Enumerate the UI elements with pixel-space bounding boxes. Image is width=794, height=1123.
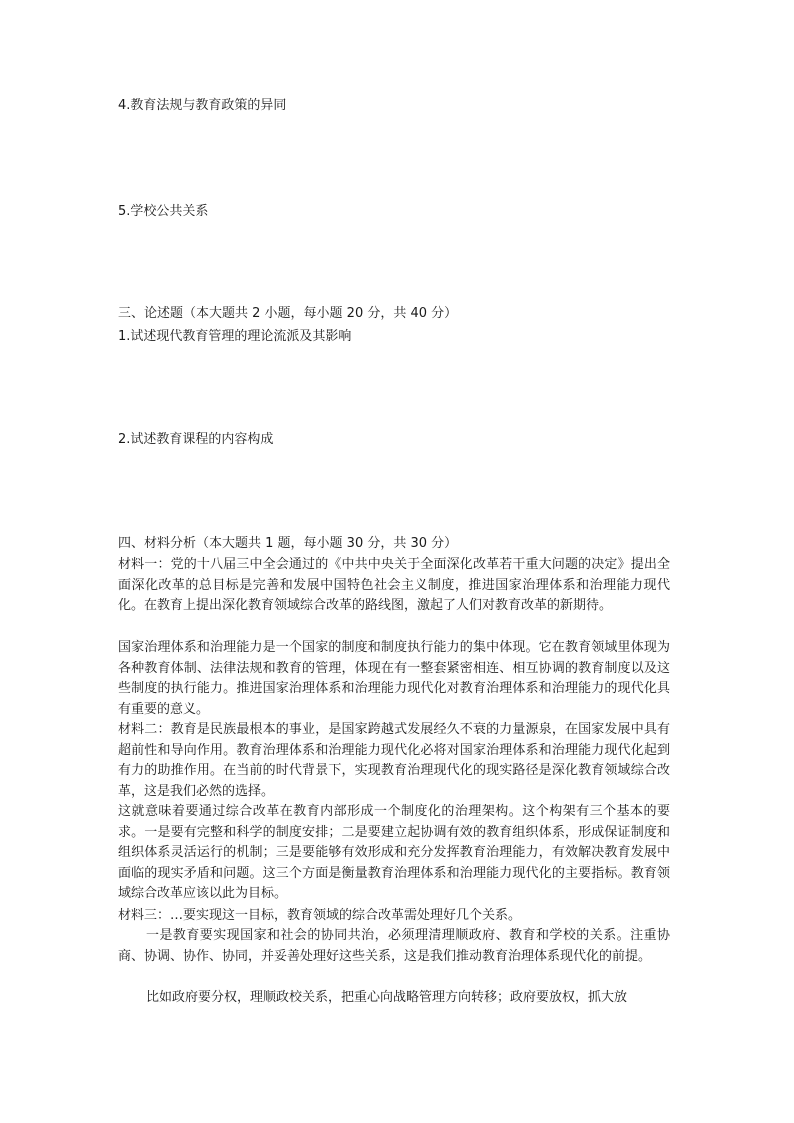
material-2-paragraph-2: 这就意味着要通过综合改革在教育内部形成一个制度化的治理架构。这个构架有三个基本的要求。一是要有完整和科学的制度安排；二是要建立起协调有效的教育组织体系，形成保证制度和组织体系灵活运行的机制；三是要能够有效形成和充分发挥教育治理能力，有效解决教育发展中面临的现实矛盾和问题。这三个方面是衡量教育治理体系和治理能力现代化的主要指标。教育领域综合改革应该以此为目标。: [118, 804, 670, 902]
question-5: 5.学校公共关系: [118, 204, 209, 219]
material-3-paragraph-2: 一是教育要实现国家和社会的协同共治，必须理清理顺政府、教育和学校的关系。注重协商、协调、协作、协同，并妥善处理好这些关系，这是我们推动教育治理体系现代化的前提。: [118, 928, 670, 964]
question-4: 4.教育法规与教育政策的异同: [118, 98, 287, 113]
material-3-paragraph: 材料三：…要实现这一目标，教育领域的综合改革需处理好几个关系。: [118, 908, 522, 923]
material-1-paragraph-2: 国家治理体系和治理能力是一个国家的制度和制度执行能力的集中体现。它在教育领域里体现为各种教育体制、法律法规和教育的管理，体现在有一整套紧密相连、相互协调的教育制度以及这些制度的执行能力。推进国家治理体系和治理能力现代化对教育治理体系和治理能力的现代化具有重要的意义。: [118, 640, 670, 717]
section-4-heading: 四、材料分析（本大题共 1 题，每小题 30 分，共 30 分）: [118, 536, 458, 551]
material-1-paragraph: 材料一：党的十八届三中全会通过的《中共中央关于全面深化改革若干重大问题的决定》提出全面深化改革的总目标是完善和发展中国特色社会主义制度，推进国家治理体系和治理能力现代化。在教育上提出深化教育领域综合改革的路线图，激起了人们对教育改革的新期待。: [118, 557, 670, 614]
section-3-heading: 三、论述题（本大题共 2 小题，每小题 20 分，共 40 分）: [118, 306, 458, 321]
essay-question-1: 1.试述现代教育管理的理论流派及其影响: [118, 329, 352, 344]
material-3-paragraph-3: 比如政府要分权，理顺政校关系，把重心向战略管理方向转移；政府要放权，抓大放: [146, 990, 628, 1005]
material-2-paragraph: 材料二：教育是民族最根本的事业，是国家跨越式发展经久不衰的力量源泉，在国家发展中具有超前性和导向作用。教育治理体系和治理能力现代化必将对国家治理体系和治理能力现代化起到有力的助推作用。在当前的时代背景下，实现教育治理现代化的现实路径是深化教育领域综合改革，这是我们必然的选择。: [118, 722, 670, 799]
essay-question-2: 2.试述教育课程的内容构成: [118, 432, 274, 447]
